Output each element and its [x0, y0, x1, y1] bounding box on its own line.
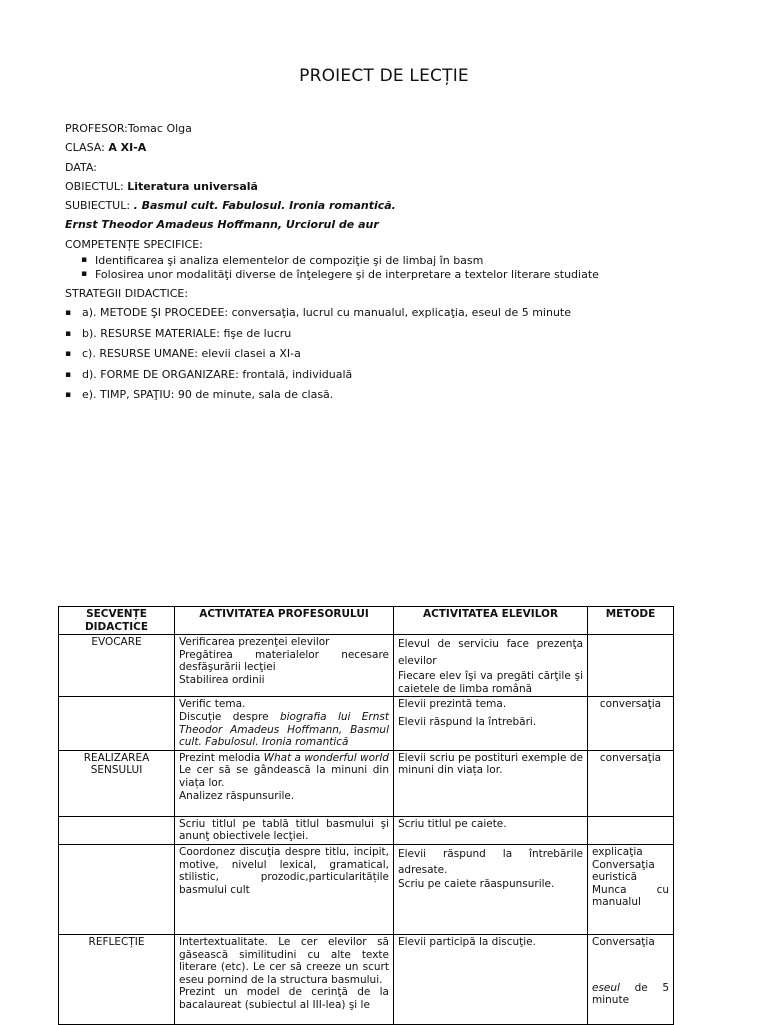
profesor-text: Pregătirea materialelor necesare desfăşurării lecţiei — [179, 648, 389, 674]
profesor-line — [65, 119, 725, 138]
table-row — [59, 635, 674, 697]
subtitle: Ernst Theodor Amadeus Hoffmann, Urciorul de aur — [65, 218, 379, 232]
elevi-cell: Elevii participă la discuţie. — [394, 934, 588, 1024]
table-row — [59, 816, 674, 844]
strategii-item: ▪ a). METODE ŞI PROCEDEE: conversaţia, lucrul cu manualul, explicaţia, eseul de 5 minute — [82, 303, 725, 323]
strategii-heading: STRATEGII DIDACTICE: — [65, 287, 189, 301]
metode-text: Conversaţia — [592, 935, 655, 948]
elevi-text: Elevul de serviciu face prezenţa elevilor — [398, 638, 583, 668]
profesor-text-plain: Prezint melodia — [179, 751, 264, 764]
profesor-text: Le cer să se gândească la minuni din viața lor. — [179, 764, 389, 789]
song-title: What a wonderful world — [263, 751, 389, 764]
metode-text: explicaţia — [592, 845, 643, 858]
profesor-text: Verific tema. — [179, 698, 246, 711]
profesor-value: Tomac Olga — [127, 122, 192, 135]
competente-list — [81, 254, 725, 281]
elevi-cell — [394, 635, 588, 697]
table-row — [59, 844, 674, 934]
profesor-cell — [175, 934, 394, 1024]
clasa-line — [65, 138, 725, 157]
profesor-cell — [175, 697, 394, 750]
metode-text — [592, 982, 669, 1007]
obiectul-label: OBIECTUL: — [65, 179, 128, 193]
profesor-cell — [175, 750, 394, 816]
strategii-item: ▪ d). FORME DE ORGANIZARE: frontală, individuală — [82, 365, 725, 385]
profesor-cell: Scriu titlul pe tablă titlul basmului şi anunţ obiectivele lecţiei. — [175, 816, 394, 844]
obiectul-value: Literatura universală — [127, 179, 258, 193]
lesson-info — [65, 119, 725, 405]
metode-cell — [588, 934, 674, 1024]
metode-cell: conversaţia — [588, 697, 674, 750]
table-header-row — [59, 607, 674, 635]
obiectul-line — [65, 177, 725, 196]
profesor-label: PROFESOR: — [65, 122, 128, 135]
elevi-cell: Scriu titlul pe caiete. — [394, 816, 588, 844]
secventa-cell — [59, 697, 175, 750]
subiectul-line — [65, 196, 725, 215]
profesor-text: Verificarea prezenţei elevilor — [179, 636, 330, 649]
metode-text: Conversaţia euristică — [592, 858, 655, 884]
elevi-cell: Elevii scriu pe postituri exemple de minuni din viața lor. — [394, 750, 588, 816]
elevi-text: Elevii răspund la întrebările adresate. — [398, 847, 583, 876]
subiectul-label: SUBIECTUL: — [65, 199, 134, 213]
clasa-label: CLASA: — [65, 141, 109, 155]
elevi-text: Elevii răspund la întrebări. — [398, 715, 537, 728]
profesor-text: Analizez răspunsurile. — [179, 789, 295, 802]
metode-text-italic: eseul — [592, 981, 620, 994]
table-row — [59, 934, 674, 1024]
profesor-cell — [175, 635, 394, 697]
data-label: DATA: — [65, 160, 97, 174]
competente-heading: COMPETENȚE SPECIFICE: — [65, 237, 203, 251]
elevi-cell — [394, 844, 588, 934]
clasa-value: A XI-A — [108, 141, 147, 155]
strategii-item: ▪ c). RESURSE UMANE: elevii clasei a XI-a — [82, 344, 725, 364]
profesor-text — [179, 752, 389, 765]
elevi-text: Fiecare elev îşi va pregăti cărţile şi caietele de limba română — [398, 670, 583, 695]
secventa-cell — [59, 816, 175, 844]
secventa-cell: EVOCARE — [59, 635, 175, 697]
elevi-text: Elevii prezintă tema. — [398, 698, 507, 711]
table-row — [59, 750, 674, 816]
elevi-cell — [394, 697, 588, 750]
metode-text-plain: de 5 minute — [592, 981, 669, 1007]
data-line — [65, 158, 725, 177]
strategii-list — [65, 303, 725, 405]
metode-cell — [588, 635, 674, 697]
profesor-text — [179, 711, 389, 749]
secventa-cell: REALIZAREA SENSULUI — [59, 750, 175, 816]
elevi-text: Scriu pe caiete răaspunsurile. — [398, 877, 555, 890]
header-activitatea-profesorului: ACTIVITATEA PROFESORULUI — [175, 607, 394, 635]
profesor-text: Stabilirea ordinii — [179, 673, 265, 686]
competente-item: ▪ Folosirea unor modalităţi diverse de înţelegere şi de interpretare a textelor literare studiate — [95, 268, 725, 282]
profesor-cell: Coordonez discuţia despre titlu, incipit, motive, nivelul lexical, gramatical, stilistic, prozodic,particularitățile basmului cult — [175, 844, 394, 934]
profesor-text-plain: Discuție despre — [179, 710, 280, 723]
lesson-table — [58, 606, 674, 1025]
subiectul-value: . Basmul cult. Fabulosul. Ironia romantică. — [133, 199, 396, 213]
table-row — [59, 697, 674, 750]
header-secvente: SECVENȚE DIDACTICE — [59, 607, 175, 635]
header-activitatea-elevilor: ACTIVITATEA ELEVILOR — [394, 607, 588, 635]
metode-cell — [588, 816, 674, 844]
profesor-text-italic: biografia lui Ernst Theodor Amadeus Hoffmann, Basmul cult. Fabulosul. Ironia romantică — [179, 710, 389, 749]
metode-cell: conversaţia — [588, 750, 674, 816]
strategii-item: ▪ e). TIMP, SPAŢIU: 90 de minute, sala de clasă. — [82, 385, 725, 405]
profesor-text: Intertextualitate. Le cer elevilor să găsească similitudini cu alte texte literare (etc). Le cer să creeze un scurt eseu pornind de la structura basmului. — [179, 935, 389, 986]
secventa-cell: REFLECȚIE — [59, 934, 175, 1024]
metode-cell — [588, 844, 674, 934]
profesor-text: Prezint un model de cerinţă de la bacalaureat (subiectul al III-lea) şi le — [179, 986, 389, 1011]
strategii-item: ▪ b). RESURSE MATERIALE: fişe de lucru — [82, 324, 725, 344]
document-title: PROIECT DE LECȚIE — [299, 66, 469, 86]
competente-item: ▪ Identificarea şi analiza elementelor de compoziţie şi de limbaj în basm — [95, 254, 725, 268]
header-metode: METODE — [588, 607, 674, 635]
metode-text: Munca cu manualul — [592, 883, 669, 909]
secventa-cell — [59, 844, 175, 934]
